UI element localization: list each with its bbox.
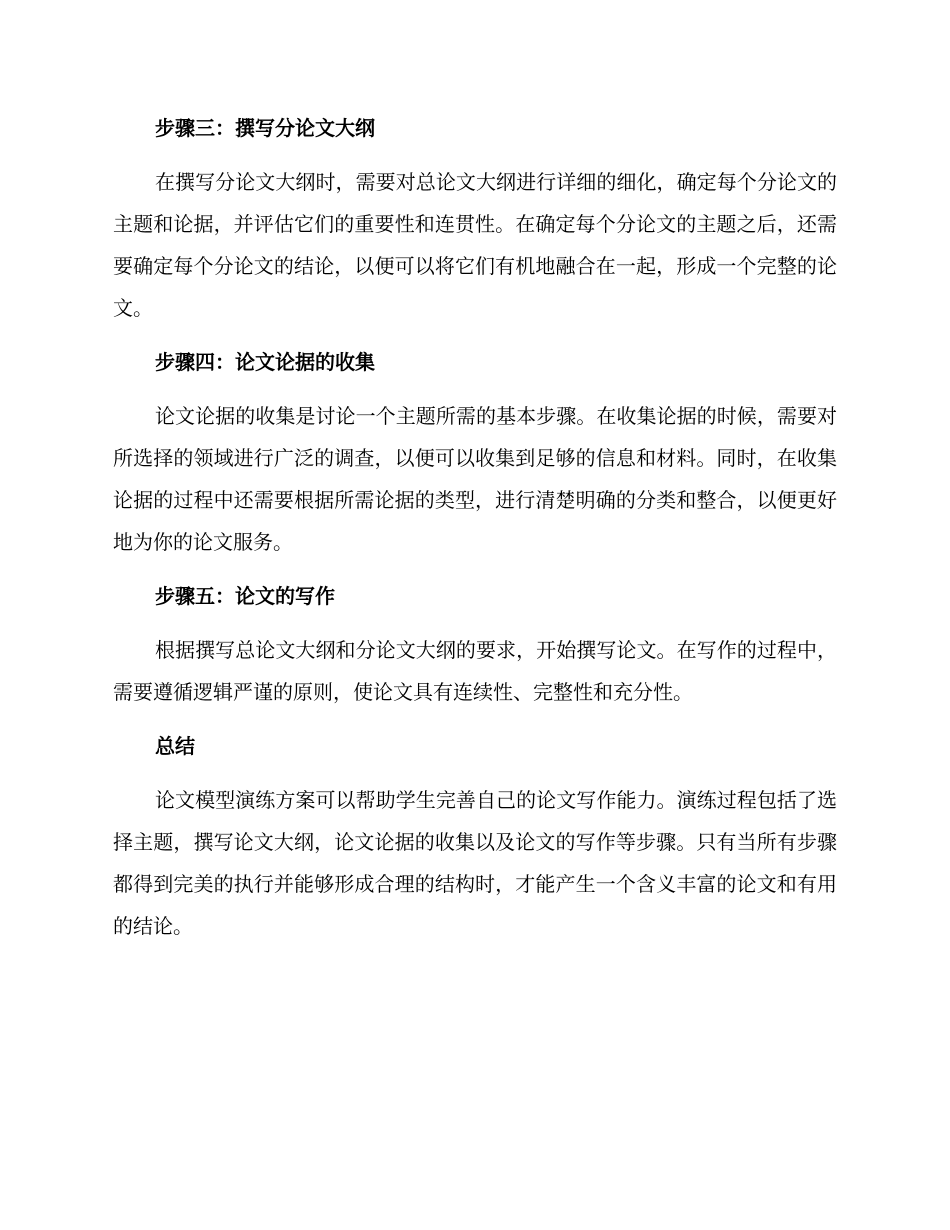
section-heading-step-3: 步骤三：撰写分论文大纲 [155, 116, 375, 140]
section-paragraph-step-4: 论文论据的收集是讨论一个主题所需的基本步骤。在收集论据的时候，需要对所选择的领域进行广泛的调查，以便可以收集到足够的信息和材料。同时，在收集论据的过程中还需要根据所需论据的类型，进行清楚明确的分类和整合，以便更好地为你的论文服务。 [113, 404, 837, 554]
section-paragraph-step-3: 在撰写分论文大纲时，需要对总论文大纲进行详细的细化，确定每个分论文的主题和论据，并评估它们的重要性和连贯性。在确定每个分论文的主题之后，还需要确定每个分论文的结论，以便可以将它们有机地融合在一起，形成一个完整的论文。 [113, 170, 837, 320]
section-heading-step-5: 步骤五：论文的写作 [155, 584, 335, 608]
section-paragraph-summary: 论文模型演练方案可以帮助学生完善自己的论文写作能力。演练过程包括了选择主题，撰写论文大纲，论文论据的收集以及论文的写作等步骤。只有当所有步骤都得到完美的执行并能够形成合理的结构时，才能产生一个含义丰富的论文和有用的结论。 [113, 788, 837, 938]
section-paragraph-step-5: 根据撰写总论文大纲和分论文大纲的要求，开始撰写论文。在写作的过程中，需要遵循逻辑严谨的原则，使论文具有连续性、完整性和充分性。 [113, 638, 837, 704]
section-heading-summary: 总结 [155, 734, 195, 758]
section-heading-step-4: 步骤四：论文论据的收集 [155, 350, 375, 374]
document-body [113, 108, 837, 960]
